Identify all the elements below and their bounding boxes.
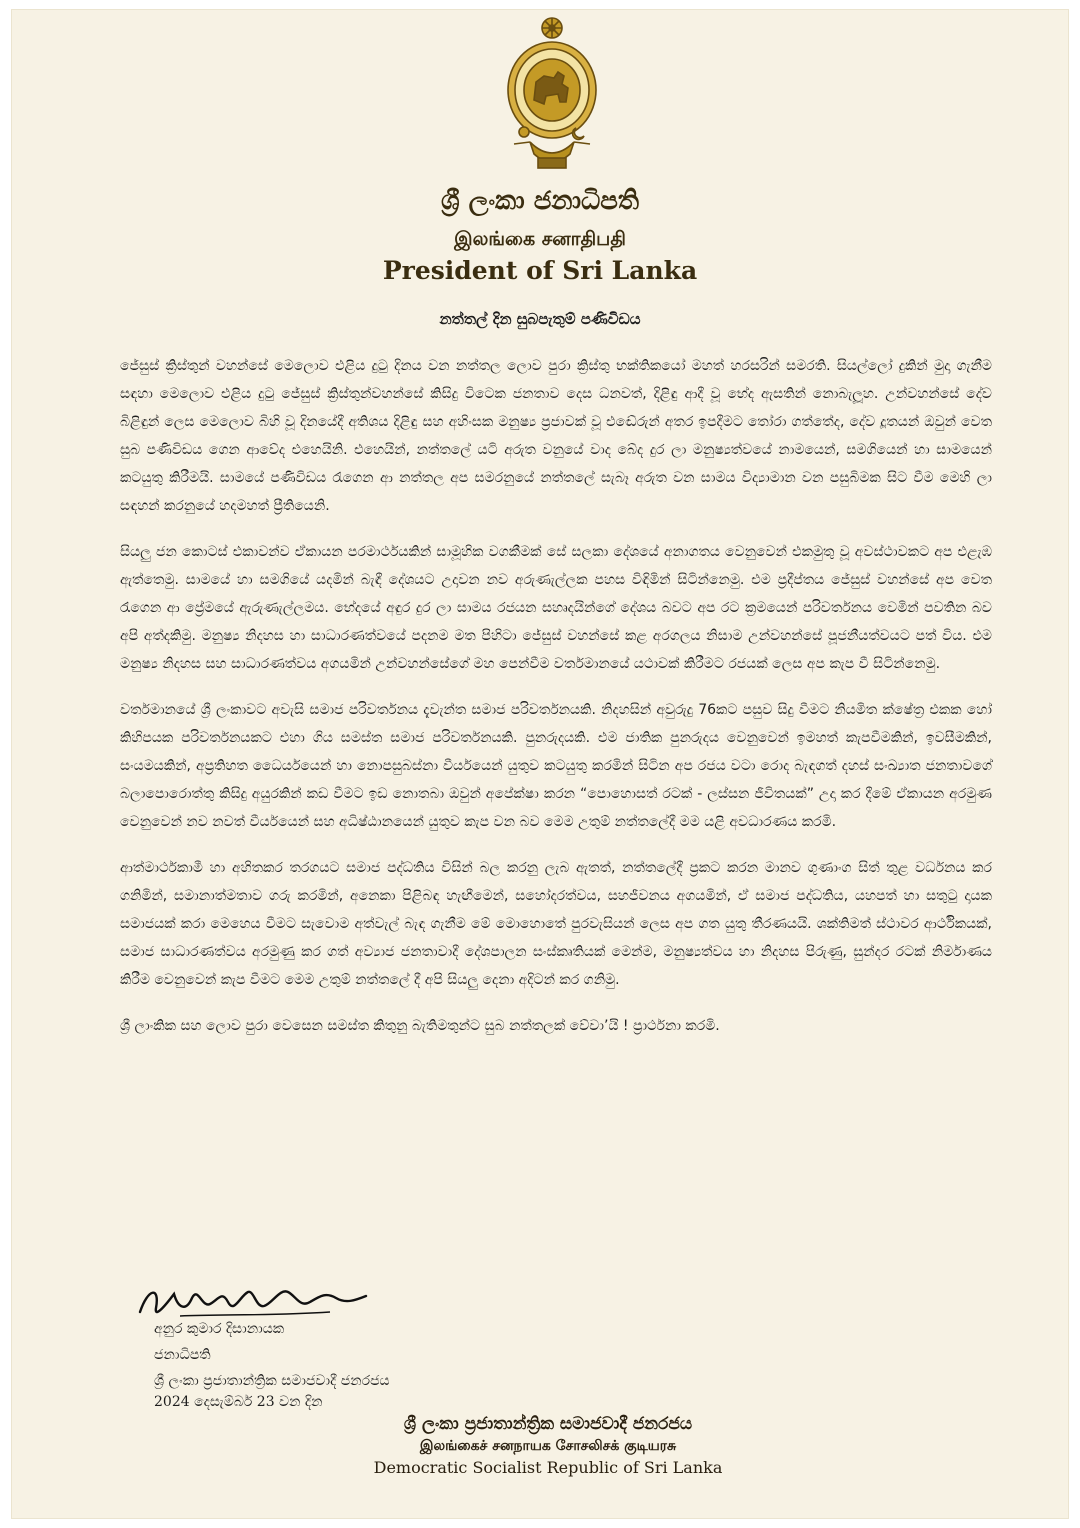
national-emblem-icon <box>500 14 604 174</box>
letter-body <box>120 352 992 1058</box>
signatory-country: ශ්‍රී ලංකා ප්‍රජාතාන්ත්‍රික සමාජවාදී ජනරජය <box>154 1373 390 1389</box>
letter-date: 2024 දෙසැම්බර් 23 වන දින <box>154 1394 323 1410</box>
paragraph: ජේසුස් ක්‍රිස්තුන් වහන්සේ මෙලොව එළිය දුටු දිනය වන නත්තල ලොව පුරා ක්‍රිස්තු භක්තිකයෝ මහත් හරසරින් සමරති. සියල්ලෝ දුකින් මුදා ගැනීම සඳහා මෙලොව එළිය දුටු ජේසුස් ක්‍රිස්තුන්වහන්සේ කිසිදු විටෙක ජනතාව දෙස ධනවත්, දිළිඳු ආදී වූ භේද ඇසතින් නොබැලූහ. උන්වහන්සේ දේව බිළිඳුන් ලෙස මෙලොව බිහි වූ දිනයේදී අතිශය දිළිඳු සහ අහිංසක මනුෂ්‍ය ප්‍රජාවක් වූ එඬේරුන් අතර ඉපදීමට තෝරා ගත්තේද, දේව දූතයන් ඔවුන් වෙත සුබ පණිවිඩය ගෙන ආවේද එහෙයිනි. එහෙයින්, නත්තලේ යටි අරුත වනුයේ වාද බේද දුර ලා මනුෂ්‍යත්වයේ නාමයෙන්, සමගියෙන් හා සාමයෙන් කටයුතු කිරීමයි. සාමයේ පණිවිඩය රැගෙන ආ නත්තල අප සමරනුයේ නත්තලේ සැබෑ අරුත වන සාමය විද්‍යාමාන වන පසුබිමක සිට වීම මෙහි ලා සඳහන් කරනුයේ හදමහත් ප්‍රීතියෙනි. <box>120 358 992 514</box>
header-title-sinhala: ශ්‍රී ලංකා ජනාධිපති <box>440 186 640 216</box>
paragraph: ආත්මාර්ථකාමී හා අහිතකර තරගයට සමාජ පද්ධතිය විසින් බල කරනු ලැබ ඇතත්, නත්තලේදී ප්‍රකට කරන මානව ගුණාංග සිත් තුළ වර්ධනය කර ගනිමින්, සමානාත්මතාව ගරු කරමින්, අනෙකා පිළිබඳ හැඟීමෙන්, සහෝදරත්වය, සහජීවනය අගයමින්, ඒ සමාජ පද්ධතිය, යහපත් හා සතුටු දායක සමාජයක් කරා මෙහෙය වීමට සැවොම අත්වැල් බැඳ ගැනීම මේ මොහොතේ පුරවැසියන් ලෙස අප ගත යුතු තීරණයයි. ශක්තිමත් ස්ථාවර ආර්ථිකයක්, සමාජ සාධාරණත්වය අරමුණු කර ගත් අව්‍යාජ ජනතාවාදී දේශපාලන සංස්කෘතියක් මෙන්ම, මනුෂ්‍යත්වය හා නිදහස පිරුණු, සුන්දර රටක් නිර්මාණය කිරීම වෙනුවෙන් කැප වීමට මෙම උතුම් නත්තලේ දී අපි සියලු දෙනා අදිටන් කර ගනිමු. <box>120 860 992 988</box>
footer-tamil: இலங்கைச் சனநாயக சோசலிசக் குடியரசு <box>419 1438 677 1454</box>
document-title: නත්තල් දින සුබපැතුම් පණිවිඩය <box>439 310 641 328</box>
signatory-name: අනුර කුමාර දිසානායක <box>154 1321 285 1337</box>
paragraph: සියලු ජන කොටස් එකාවන්ව ඒකායන පරමාර්ථයකින් සාමූහික වගකීමක් සේ සලකා දේශයේ අනාගතය වෙනුවෙන් එකමුතු වූ අවස්ථාවකට අප එළැඹ ඇත්තෙමු. සාමයේ හා සමගියේ යදමින් බැඳී දේශයට උදාවන නව අරුණැල්ලක පහස විඳිමින් සිටින්නෙමු. එම ප්‍රදීප්තය ජේසුස් වහන්සේ අප වෙත රැගෙන ආ ප්‍රේමයේ ඇරුණැල්ලමය. භේදයේ අඳුර දුර ලා සාමය රජයන සහෘදයින්ගේ දේශය බවට අප රට ක්‍රමයෙන් පරිවර්තනය වෙමින් පවතින බව අපි අත්දකිමු. මනුෂ්‍ය නිදහස හා සාධාරණත්වයේ පදනම මත පිහිටා ජේසුස් වහන්සේ කළ අරගලය නිසාම උන්වහන්සේ පූජනීයත්වයට පත් විය. එම මනුෂ්‍ය නිදහස සහ සාධාරණත්වය අගයමින් උන්වහන්සේගේ මහ පෙන්වීම වර්තමානයේ යථාවක් කිරීමට රජයක් ලෙස අප කැප වී සිටින්නෙමු. <box>120 544 992 672</box>
letter-page <box>12 10 1068 1518</box>
paragraph: වර්තමානයේ ශ්‍රී ලංකාවට අවැසි සමාජ පරිවර්තනය දැවැන්ත සමාජ පරිවර්තනයකි. නිදහසින් අවුරුදු 76කට පසුව සිදු වීමට නියමිත ක්ෂේත්‍ර එකක හෝ කිහිපයක පරිවර්තනයකට එහා ගිය සමස්ත සමාජ පරිවර්තනයකි. පුනරුදයකි. එම ජාතික පුනරුදය වෙනුවෙන් ඉමහත් කැපවීමකින්, ඉවසීමකින්, සංයමයකින්, අප්‍රතිහත ධෛර්යයෙන් හා නොපසුබස්නා වීර්යයෙන් යුතුව කටයුතු කරමින් සිටින අප රජය වටා රොද බැඳගත් දහස් සංඛ්‍යාත ජනතාවගේ බලාපොරොත්තු කිසිදු අයුරකින් කඩ වීමට ඉඩ නොතබා ඔවුන් අපේක්ෂා කරන “පොහොසත් රටක් - ලස්සන ජීවිතයක්” උදා කර දීමේ ඒකායන අරමුණ වෙනුවෙන් නව නවත් වීර්යයෙන් සහ අධිෂ්ඨානයෙන් යුතුව කැප වන බව මෙම උතුම් නත්තලේදී මම යළි අවධාරණය කරමි. <box>120 702 992 830</box>
paragraph-closing: ශ්‍රී ලාංකික සහ ලොව පුරා වෙසෙන සමස්ත කිතුනු බැතිමතුන්ට සුබ නත්තලක් වේවා’යි ! ප්‍රාර්ථනා කරමි. <box>120 1018 720 1034</box>
footer-sinhala: ශ්‍රී ලංකා ප්‍රජාතාන්ත්‍රික සමාජවාදී ජනරජය <box>403 1414 693 1434</box>
signatory-position: ජනාධිපති <box>154 1347 211 1363</box>
header-title-english: President of Sri Lanka <box>382 256 698 285</box>
header-title-tamil: இலங்கை சனாதிபதி <box>454 228 626 250</box>
footer-english: Democratic Socialist Republic of Sri Lanka <box>373 1458 723 1477</box>
signatory-block <box>154 1316 390 1394</box>
